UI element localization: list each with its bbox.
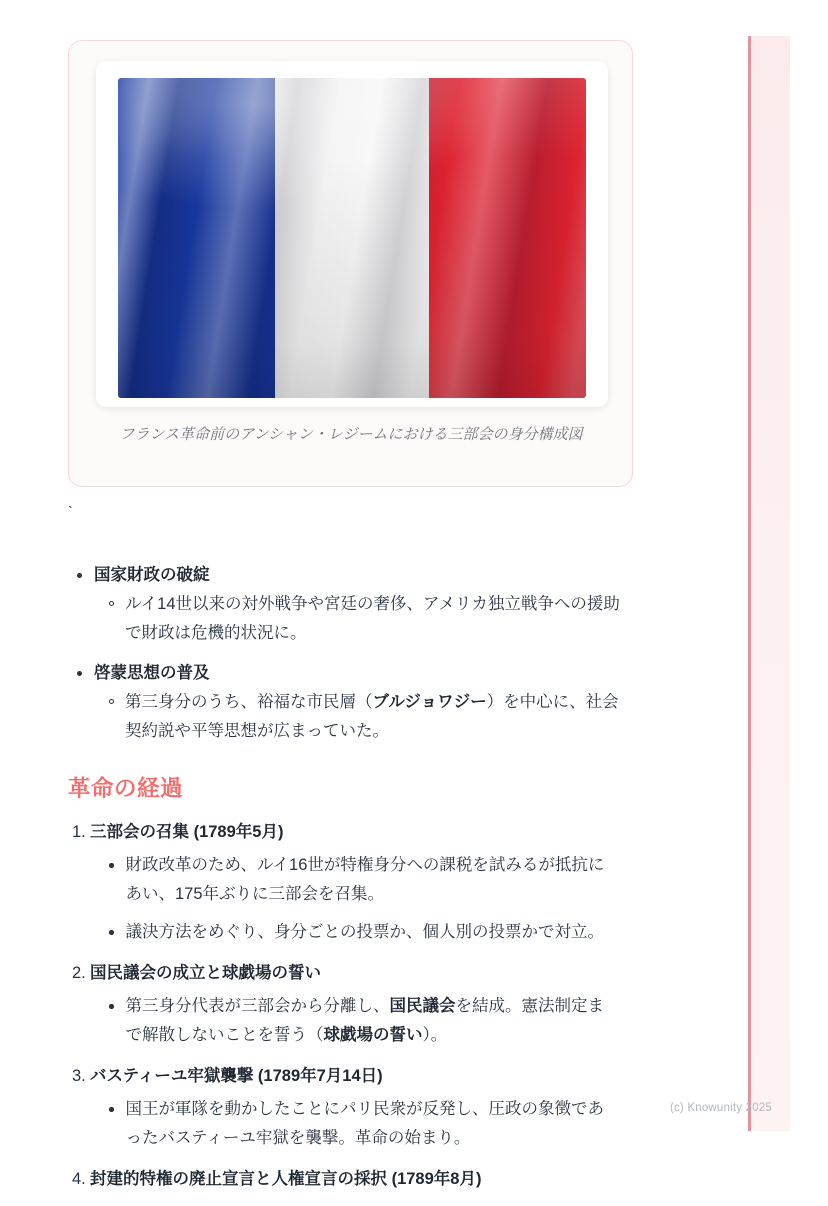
step-title: 封建的特権の廃止宣言と人権宣言の採択 (1789年8月): [90, 1170, 482, 1188]
document-content: [68, 40, 625, 1206]
step-detail: 議決方法をめぐり、身分ごとの投票か、個人別の投票かで対立。: [125, 923, 604, 941]
step-detail: 財政改革のため、ルイ16世が特権身分への課税を試みるが抵抗にあい、175年ぶりに三部会を召集。: [125, 856, 605, 903]
bullet-icon: [109, 863, 114, 868]
figure-card: [68, 40, 633, 487]
copyright-watermark: (c) Knowunity 2025: [669, 1102, 772, 1114]
cause-detail: 第三身分のうち、裕福な市民層（ブルジョワジー）を中心に、社会契約説や平等思想が広まっていた。: [125, 693, 619, 740]
stray-backtick-text: `: [68, 503, 73, 519]
list-item: [68, 561, 625, 648]
bullet-icon: [77, 671, 82, 676]
list-item: [68, 818, 625, 947]
step-number: 1.: [72, 823, 86, 841]
section-heading: 革命の経過: [68, 776, 184, 801]
bullet-icon: [109, 1004, 114, 1009]
cause-title: 啓蒙思想の普及: [94, 664, 210, 682]
list-item: [68, 659, 625, 746]
step-number: 4.: [72, 1170, 86, 1188]
list-item: [68, 959, 625, 1050]
bullet-icon: [109, 930, 114, 935]
sub-bullet-icon: [109, 699, 114, 704]
causes-list: [68, 561, 625, 746]
step-title: バスティーユ牢獄襲撃 (1789年7月14日): [90, 1067, 383, 1085]
bullet-icon: [109, 1107, 114, 1112]
flag-image-frame: [96, 61, 608, 407]
revolution-steps-list: [68, 818, 625, 1194]
france-flag-image: [118, 78, 586, 398]
step-detail: 第三身分代表が三部会から分離し、国民議会を結成。憲法制定まで解散しないことを誓う（球戯場の誓い）。: [125, 997, 604, 1044]
right-margin-stripe: [748, 36, 790, 1131]
cause-detail: ルイ14世以来の対外戦争や宮廷の奢侈、アメリカ独立戦争への援助で財政は危機的状況に。: [125, 595, 620, 642]
step-title: 三部会の召集 (1789年5月): [90, 823, 284, 841]
list-item: [68, 1062, 625, 1153]
step-number: 3.: [72, 1067, 86, 1085]
figure-caption: フランス革命前のアンシャン・レジームにおける三部会の身分構成図: [119, 426, 583, 443]
step-detail: 国王が軍隊を動かしたことにパリ民衆が反発し、圧政の象徴であったバスティーユ牢獄を襲撃。革命の始まり。: [125, 1100, 604, 1147]
step-number: 2.: [72, 964, 86, 982]
list-item: [68, 1165, 625, 1194]
cause-title: 国家財政の破綻: [94, 566, 210, 584]
bullet-icon: [77, 573, 82, 578]
sub-bullet-icon: [109, 601, 114, 606]
step-title: 国民議会の成立と球戯場の誓い: [90, 964, 321, 982]
